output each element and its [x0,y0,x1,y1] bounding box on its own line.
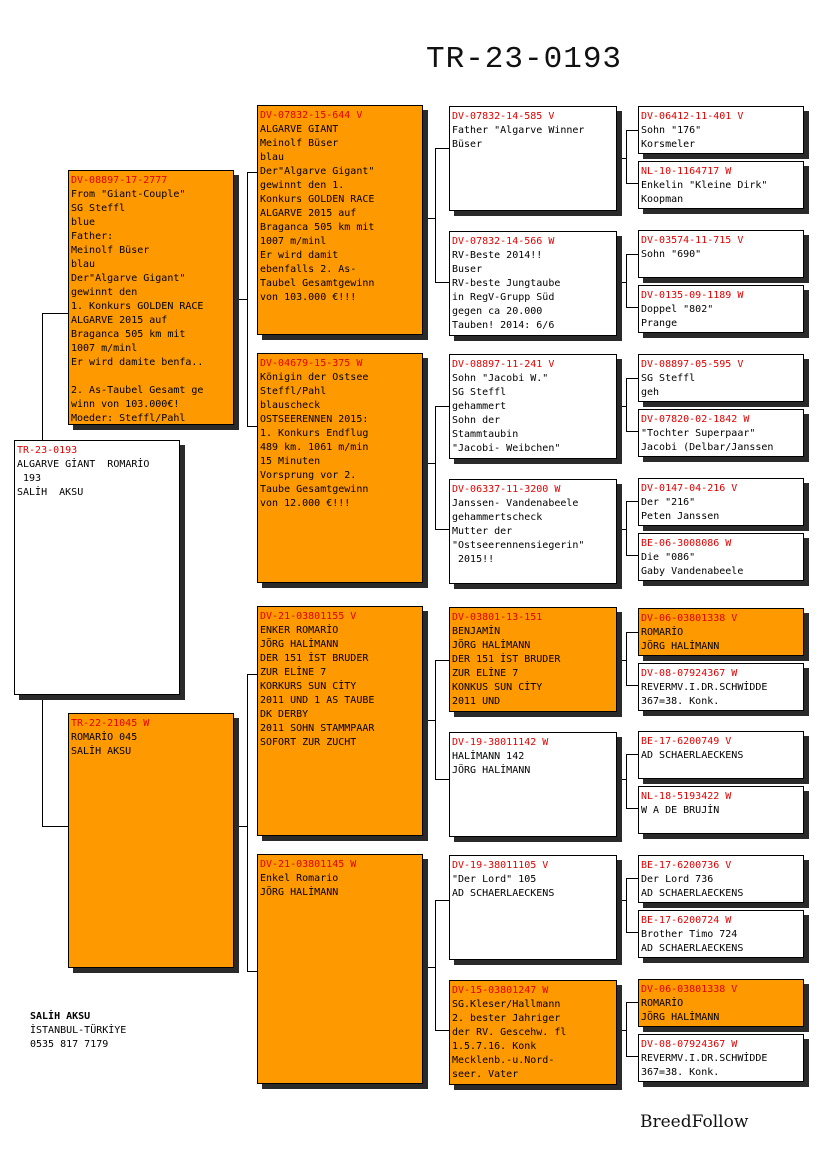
card-details: Königin der Ostsee Steffl/Pahl blauscheck OSTSEERENNEN 2015: 1. Konkurs Endflug 489 km. 1061 m/min 15 Minuten Vorsprung vor 2. Taube Gesamtgewinn von 12.000 €!!! [260,372,369,509]
card-details: Enkelin "Kleine Dirk" Koopman [641,180,768,205]
connector-line [616,900,627,901]
ring-number: DV-08-07924367 W [641,668,738,679]
ring-number: DV-08897-05-595 V [641,359,744,370]
ring-number: DV-06337-11-3200 W [452,484,561,495]
ring-number: DV-03801-13-151 [452,612,543,623]
connector-line [435,406,450,407]
connector-line [435,1030,450,1031]
owner-info [30,1010,126,1052]
ring-number: DV-19-38011142 W [452,737,549,748]
card-details: HALİMANN 142 JÖRG HALİMANN [452,751,531,776]
ring-number: DV-19-38011105 V [452,860,549,871]
card-details: SG Steffl geh [641,373,696,398]
ancestor-card[interactable] [638,855,804,903]
connector-line [626,130,627,184]
card-details: Der Lord 736 AD SCHAERLAECKENS [641,874,744,899]
ring-number: DV-08897-11-241 V [452,359,555,370]
card-details: From "Giant-Couple" SG Steffl blue Father: Meinolf Büser blau Der"Algarve Gigant" gewinnt den 1. Konkurs GOLDEN RACE ALGARVE 2015 auf Braganca 505 km mit 1007 m/minl Er wird damite benfa.. 2. As-Taubel Gesamt ge winn von 103.000€! Moeder: Steffl/Pahl [71,189,204,424]
ancestor-card[interactable] [638,285,804,333]
ring-number: TR-22-21045 W [71,718,150,729]
card-details: ALGARVE GIANT Meinolf Büser blau Der"Algarve Gigant" gewinnt den 1. Konkurs GOLDEN RACE ALGARVE 2015 auf Braganca 505 km mit 1007 m/minl Er wird damit ebenfalls 2. As- Taubel Gesamtgewinn von 103.000 €!!! [260,124,375,303]
ring-number: DV-21-03801155 V [260,611,357,622]
ring-number: DV-0147-04-216 V [641,483,738,494]
great-grandparent-card[interactable] [449,607,617,712]
connector-line [247,674,248,972]
connector-line [626,555,638,556]
ring-number: DV-07832-15-644 V [260,110,363,121]
subject-card[interactable] [14,440,180,695]
connector-line [233,299,248,300]
connector-line [626,878,638,879]
connector-line [626,1002,638,1003]
card-details: Sohn "Jacobi W." SG Steffl gehammert Sohn der Stammtaubin "Jacobi- Weibchen" [452,373,561,454]
connector-line [626,254,638,255]
connector-line [435,660,450,661]
connector-line [616,158,627,159]
connector-line [422,720,436,721]
connector-line [435,282,450,283]
ancestor-card[interactable] [638,106,804,154]
connector-line [422,967,436,968]
card-details: RV-Beste 2014!! Buser RV-beste Jungtaube in RegV-Grupp Süd gegen ca 20.000 Tauben! 2014: 6/6 [452,250,561,331]
ancestor-card[interactable] [638,663,804,711]
card-details: Janssen- Vandenabeele gehammertscheck Mutter der "Ostseerennensiegerin" 2015!! [452,498,585,565]
connector-line [435,900,450,901]
connector-line [626,254,627,308]
card-details: W A DE BRUJİN [641,805,720,816]
card-details: Father "Algarve Winner Büser [452,125,585,150]
ring-number: DV-0135-09-1189 W [641,290,744,301]
connector-line [616,660,627,661]
connector-line [422,218,436,219]
card-details: BENJAMİN JÖRG HALİMANN DER 151 İST BRUDER ZUR ELİNE 7 KONKUS SUN CİTY 2011 UND [452,626,561,707]
grandparent-card[interactable] [257,353,423,583]
ring-number: DV-07832-14-585 V [452,111,555,122]
card-details: "Tochter Superpaar" Jacobi (Delbar/Janssen [641,428,774,453]
ring-number: DV-06-03801338 V [641,613,738,624]
connector-line [626,130,638,131]
ring-number: DV-08897-17-2777 [71,175,168,186]
great-grandparent-card[interactable] [449,479,617,584]
connector-line [435,529,450,530]
connector-line [435,900,436,1031]
mother-card[interactable] [68,713,234,968]
ring-number: TR-23-0193 [17,445,78,456]
page-title: TR-23-0193 [426,42,623,77]
connector-line [626,754,638,755]
ancestor-card[interactable] [638,608,804,656]
brand-logo: BreedFollow [640,1112,749,1132]
ancestor-card[interactable] [638,409,804,457]
ancestor-card[interactable] [638,731,804,779]
connector-line [616,406,627,407]
owner-city: İSTANBUL-TÜRKİYE [30,1025,127,1036]
ring-number: DV-15-03801247 W [452,985,549,996]
ring-number: DV-07820-02-1842 W [641,414,750,425]
grandparent-card[interactable] [257,105,423,335]
connector-line [616,779,627,780]
connector-line [626,754,627,809]
ring-number: DV-06-03801338 V [641,984,738,995]
great-grandparent-card[interactable] [449,354,617,459]
card-details: AD SCHAERLAECKENS [641,750,744,761]
card-details: ROMARİO 045 SALİH AKSU [71,732,138,757]
connector-line [435,406,436,530]
ring-number: DV-08-07924367 W [641,1039,738,1050]
connector-line [626,183,638,184]
card-details: Der "216" Peten Janssen [641,497,720,522]
owner-name: SALİH AKSU [30,1011,91,1022]
connector-line [626,632,627,686]
ring-number: BE-17-6200736 V [641,860,732,871]
connector-line [233,826,248,827]
connector-line [435,148,436,283]
connector-line [626,932,638,933]
ancestor-card[interactable] [638,161,804,209]
connector-line [435,779,450,780]
connector-line [626,378,627,432]
father-card[interactable] [68,170,234,425]
card-details: ROMARİO JÖRG HALİMANN [641,998,720,1023]
ancestor-card[interactable] [638,478,804,526]
card-details: Enkel Romario JÖRG HALİMANN [260,873,339,898]
great-grandparent-card[interactable] [449,855,617,960]
ancestor-card[interactable] [638,910,804,958]
ancestor-card[interactable] [638,533,804,581]
connector-line [626,632,638,633]
card-details: Sohn "690" [641,249,702,260]
card-details: SG.Kleser/Hallmann 2. bester Jahriger der RV. Gescehw. fl 1.5.7.16. Konk Mecklenb.-u.Nord- seer. Vater [452,999,567,1080]
connector-line [435,148,450,149]
grandparent-card[interactable] [257,854,423,1084]
card-details: REVERMV.I.DR.SCHWİDDE 367=38. Konk. [641,682,768,707]
connector-line [42,313,68,314]
ring-number: BE-17-6200724 W [641,915,732,926]
connector-line [626,431,638,432]
ring-number: BE-17-6200749 V [641,736,732,747]
ring-number: DV-04679-15-375 W [260,358,363,369]
connector-line [626,878,627,933]
card-details: REVERMV.I.DR.SCHWİDDE 367=38. Konk. [641,1053,768,1078]
ancestor-card[interactable] [638,354,804,402]
ancestor-card[interactable] [638,1034,804,1082]
ancestor-card[interactable] [638,979,804,1027]
ring-number: DV-03574-11-715 V [641,235,744,246]
ancestor-card[interactable] [638,230,804,278]
great-grandparent-card[interactable] [449,732,617,837]
card-details: Die "086" Gaby Vandenabeele [641,552,744,577]
connector-line [626,808,638,809]
card-details: ALGARVE GİANT ROMARİO 193 SALİH AKSU [17,459,150,498]
grandparent-card[interactable] [257,606,423,836]
card-details: Brother Timo 724 AD SCHAERLAECKENS [641,929,744,954]
connector-line [626,1056,638,1057]
ancestor-card[interactable] [638,786,804,834]
ring-number: BE-06-3008086 W [641,538,732,549]
card-details: ENKER ROMARİO JÖRG HALİMANN DER 151 İST BRUDER ZUR ELİNE 7 KORKURS SUN CİTY 2011 UND 1 AS TAUBE DK DERBY 2011 SOHN STAMMPAAR SOFORT ZUR ZUCHT [260,625,375,748]
connector-line [616,529,627,530]
card-details: "Der Lord" 105 AD SCHAERLAECKENS [452,874,555,899]
connector-line [626,307,638,308]
ring-number: DV-07832-14-566 W [452,236,555,247]
connector-line [42,826,68,827]
card-details: ROMARİO JÖRG HALİMANN [641,627,720,652]
connector-line [626,501,638,502]
connector-line [616,1030,627,1031]
card-details: Sohn "176" Korsmeler [641,125,702,150]
ring-number: NL-10-1164717 W [641,166,732,177]
great-grandparent-card[interactable] [449,231,617,336]
ring-number: NL-18-5193422 W [641,791,732,802]
owner-phone: 0535 817 7179 [30,1039,109,1050]
connector-line [626,378,638,379]
ring-number: DV-06412-11-401 V [641,111,744,122]
ring-number: DV-21-03801145 W [260,859,357,870]
great-grandparent-card[interactable] [449,980,617,1085]
connector-line [422,463,436,464]
card-details: Doppel "802" Prange [641,304,714,329]
great-grandparent-card[interactable] [449,106,617,211]
connector-line [626,685,638,686]
connector-line [616,282,627,283]
